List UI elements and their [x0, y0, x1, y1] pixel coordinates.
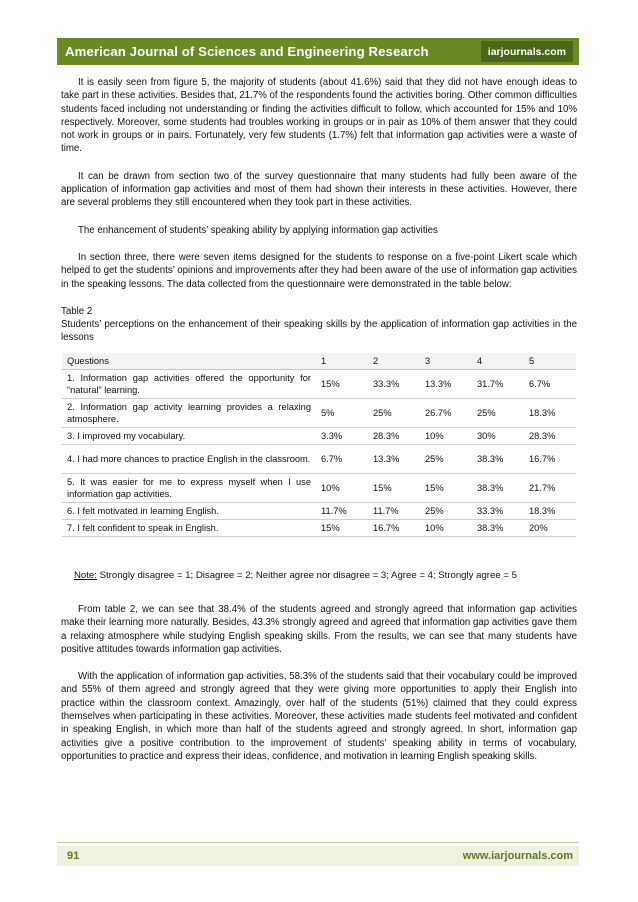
value-cell: 16.7% [524, 445, 576, 474]
table-header-cell: 5 [524, 353, 576, 370]
value-cell: 6.7% [316, 445, 368, 474]
table-row [62, 399, 576, 428]
value-cell: 33.3% [368, 370, 420, 399]
question-cell: 1. Information gap activities offered the opportunity for “natural” learning. [62, 370, 316, 399]
perception-table [62, 353, 576, 537]
value-cell: 38.3% [472, 474, 524, 503]
value-cell: 30% [472, 428, 524, 445]
page-number: 91 [67, 850, 80, 862]
paragraph: From table 2, we can see that 38.4% of the students agreed and strongly agreed that information gap activities make their learning more naturally. Besides, 43.3% strongly agreed and agreed that information gap activities gave them a relaxing atmosphere while studying English speaking skills. From the results, we can see that many students have positive attitudes towards information gap activities. [61, 604, 577, 655]
site-badge[interactable]: iarjournals.com [481, 41, 573, 62]
value-cell: 38.3% [472, 445, 524, 474]
value-cell: 38.3% [472, 520, 524, 537]
table-header-cell: 3 [420, 353, 472, 370]
value-cell: 28.3% [524, 428, 576, 445]
table-row [62, 370, 576, 399]
table-header-cell: 1 [316, 353, 368, 370]
value-cell: 10% [420, 428, 472, 445]
value-cell: 15% [316, 520, 368, 537]
value-cell: 11.7% [316, 503, 368, 520]
question-cell: 3. I improved my vocabulary. [62, 428, 316, 445]
value-cell: 13.3% [368, 445, 420, 474]
question-cell: 5. It was easier for me to express myself when I use information gap activities. [62, 474, 316, 503]
footer-url[interactable]: www.iarjournals.com [462, 850, 573, 862]
paragraph: In section three, there were seven items designed for the students to response on a five-point Likert scale which helped to get the students’ opinions and improvements after they had been aware of the use of information gap activities in the speaking lessons. The data collected from the questionnaire were demonstrated in the table below: [61, 251, 577, 290]
value-cell: 31.7% [472, 370, 524, 399]
value-cell: 25% [368, 399, 420, 428]
footer-divider [57, 842, 579, 843]
question-cell: 6. I felt motivated in learning English. [62, 503, 316, 520]
value-cell: 5% [316, 399, 368, 428]
table-note [74, 570, 517, 581]
value-cell: 15% [420, 474, 472, 503]
value-cell: 25% [420, 503, 472, 520]
paragraph: It can be drawn from section two of the survey questionnaire that many students had fully been aware of the application of information gap activities and most of them had shown their interests in these activities. However, there are several problems they still encountered when they took part in these activities. [61, 170, 577, 209]
value-cell: 11.7% [368, 503, 420, 520]
question-cell: 7. I felt confident to speak in English. [62, 520, 316, 537]
table-row [62, 503, 576, 520]
table-header-cell: 4 [472, 353, 524, 370]
value-cell: 28.3% [368, 428, 420, 445]
table-label: Table 2 [61, 305, 93, 317]
paragraph: It is easily seen from figure 5, the majority of students (about 41.6%) said that they did not have enough ideas to take part in these activities. Besides that, 21.7% of the respondents found the activities boring. Other common difficulties students faced including not understanding or finding the activities difficult to follow, which accounted for 15% and 10% respectively. Moreover, some students had troubles working in groups or in pair as 10% of them answer that they could not work in groups or in pairs. Fortunately, very few students (1.7%) felt that information gap activities were a waste of time. [61, 77, 577, 155]
journal-header [57, 38, 579, 65]
value-cell: 18.3% [524, 503, 576, 520]
table-row [62, 520, 576, 537]
value-cell: 26.7% [420, 399, 472, 428]
value-cell: 10% [420, 520, 472, 537]
table-row [62, 474, 576, 503]
table-header-cell: 2 [368, 353, 420, 370]
question-cell: 4. I had more chances to practice English in the classroom. [62, 445, 316, 474]
value-cell: 18.3% [524, 399, 576, 428]
value-cell: 6.7% [524, 370, 576, 399]
section-heading: The enhancement of students’ speaking ability by applying information gap activities [78, 224, 438, 236]
value-cell: 15% [316, 370, 368, 399]
paragraph: With the application of information gap activities, 58.3% of the students said that their vocabulary could be improved and 55% of them agreed and strongly agreed that they were giving more opportunities to apply their English into practice within the classroom context. Amazingly, over half of the students (51%) claimed that they could express themselves when participating in these activities. Moreover, these activities made students feel motivated and confident in speaking English, in which more than half of the students agreed and strongly agreed. In short, information gap activities give a positive contribution to the improvement of students’ speaking ability in terms of vocabulary, opportunities to practice and express their ideas, confidence, and motivation in learning English speaking skills. [61, 671, 577, 762]
table-header-cell: Questions [62, 353, 316, 370]
value-cell: 16.7% [368, 520, 420, 537]
value-cell: 25% [472, 399, 524, 428]
table-header-row [62, 353, 576, 370]
body-text-bottom [61, 603, 577, 763]
value-cell: 3.3% [316, 428, 368, 445]
body-text-top [61, 76, 577, 345]
note-label: Note: [74, 570, 97, 581]
value-cell: 13.3% [420, 370, 472, 399]
journal-title: American Journal of Sciences and Engineering Research [65, 44, 429, 59]
note-text: Strongly disagree = 1; Disagree = 2; Neither agree nor disagree = 3; Agree = 4; Strongly agree = 5 [96, 570, 517, 581]
value-cell: 21.7% [524, 474, 576, 503]
value-cell: 33.3% [472, 503, 524, 520]
value-cell: 10% [316, 474, 368, 503]
question-cell: 2. Information gap activity learning provides a relaxing atmosphere. [62, 399, 316, 428]
value-cell: 15% [368, 474, 420, 503]
value-cell: 20% [524, 520, 576, 537]
value-cell: 25% [420, 445, 472, 474]
table-row [62, 445, 576, 474]
table-caption: Students’ perceptions on the enhancement of their speaking skills by the application of information gap activities in the lessons [61, 319, 577, 344]
page-footer [57, 846, 579, 866]
table-row [62, 428, 576, 445]
